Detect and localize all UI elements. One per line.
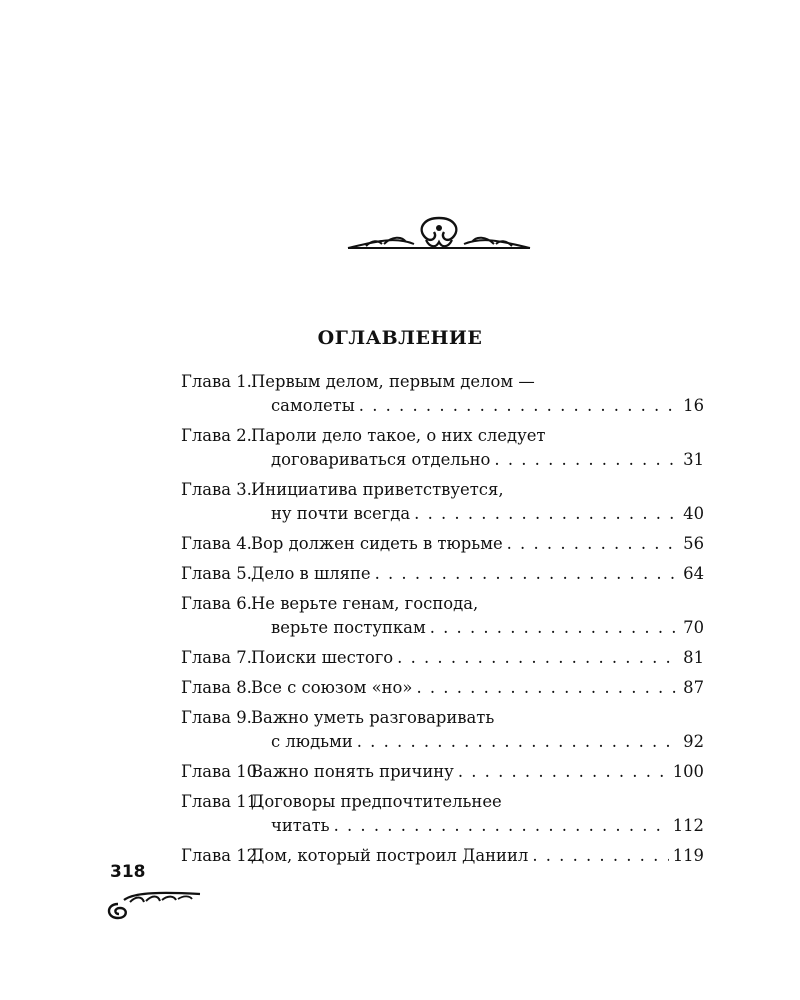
chapter-title: Дело в шляпе [251, 564, 371, 583]
chapter-label: Глава 12. [181, 846, 263, 865]
leader-dots [357, 730, 679, 754]
leader-dots [532, 844, 668, 868]
chapter-label: Глава 4. [181, 534, 252, 553]
toc-entry[interactable] [181, 706, 704, 754]
toc-title: ОГЛАВЛЕНИЕ [317, 327, 483, 349]
page-ref: 70 [683, 618, 704, 637]
chapter-label: Глава 9. [181, 708, 252, 727]
leader-dots [458, 760, 669, 784]
chapter-title: Дом, который построил Даниил [251, 846, 529, 865]
toc-entry[interactable] [181, 532, 704, 556]
page-ref: 112 [672, 816, 704, 835]
toc-entry[interactable] [181, 646, 704, 670]
table-of-contents [181, 370, 704, 874]
chapter-title: Договоры предпочтительнее [251, 792, 502, 811]
leader-dots [430, 616, 679, 640]
leader-dots [414, 502, 679, 526]
chapter-title: Поиски шестого [251, 648, 394, 667]
chapter-title-continuation: читать [271, 816, 330, 835]
chapter-title-continuation: самолеты [271, 396, 355, 415]
leader-dots [397, 646, 679, 670]
page-ref: 81 [683, 648, 704, 667]
toc-entry[interactable] [181, 592, 704, 640]
chapter-label: Глава 10. [181, 762, 263, 781]
leader-dots [334, 814, 669, 838]
toc-entry[interactable] [181, 676, 704, 700]
chapter-label: Глава 8. [181, 678, 252, 697]
chapter-label: Глава 11. [181, 792, 263, 811]
toc-entry[interactable] [181, 844, 704, 868]
toc-entry[interactable] [181, 478, 704, 526]
leader-dots [507, 532, 680, 556]
page-ref: 31 [683, 450, 704, 469]
chapter-label: Глава 6. [181, 594, 252, 613]
chapter-title: Важно уметь разговаривать [251, 708, 495, 727]
page-ref: 100 [672, 762, 704, 781]
page-number: 318 [110, 862, 146, 882]
chapter-title: Все с союзом «но» [251, 678, 413, 697]
leader-dots [359, 394, 679, 418]
page-ref: 56 [683, 534, 704, 553]
chapter-title: Не верьте генам, господа, [251, 594, 479, 613]
leader-dots [416, 676, 679, 700]
page-ref: 40 [683, 504, 704, 523]
chapter-label: Глава 5. [181, 564, 252, 583]
page-ref: 92 [683, 732, 704, 751]
toc-entry[interactable] [181, 370, 704, 418]
chapter-title: Вор должен сидеть в тюрьме [251, 534, 503, 553]
toc-entry[interactable] [181, 790, 704, 838]
page-ref: 87 [683, 678, 704, 697]
chapter-title: Инициатива приветствуется, [251, 480, 504, 499]
chapter-title-continuation: ну почти всегда [271, 504, 411, 523]
toc-entry[interactable] [181, 562, 704, 586]
decorative-ornament-top [344, 214, 534, 256]
chapter-title-continuation: с людьми [271, 732, 353, 751]
toc-entry[interactable] [181, 760, 704, 784]
leader-dots [494, 448, 679, 472]
chapter-title-continuation: верьте поступкам [271, 618, 426, 637]
page-ref: 16 [683, 396, 704, 415]
leader-dots [375, 562, 680, 586]
page-ref: 64 [683, 564, 704, 583]
chapter-label: Глава 2. [181, 426, 252, 445]
page-ref: 119 [672, 846, 704, 865]
chapter-label: Глава 3. [181, 480, 252, 499]
toc-entry[interactable] [181, 424, 704, 472]
chapter-label: Глава 1. [181, 372, 252, 391]
chapter-label: Глава 7. [181, 648, 252, 667]
chapter-title: Пароли дело такое, о них следует [251, 426, 546, 445]
decorative-ornament-bottom [104, 886, 204, 922]
chapter-title: Первым делом, первым делом — [251, 372, 535, 391]
chapter-title-continuation: договариваться отдельно [271, 450, 491, 469]
chapter-title: Важно понять причину [251, 762, 454, 781]
